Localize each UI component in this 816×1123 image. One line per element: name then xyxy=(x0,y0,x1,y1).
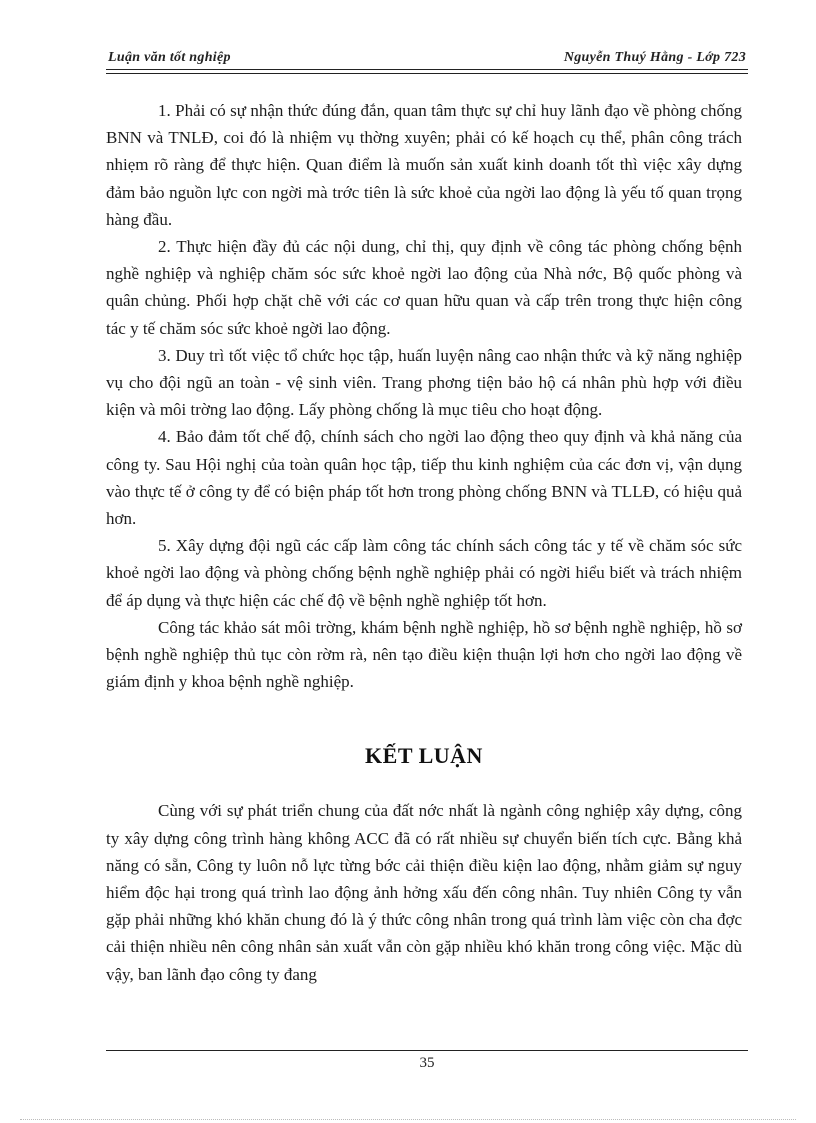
paragraph-item-1: 1. Phải có sự nhận thức đúng đắn, quan tâm thực sự chỉ huy lãnh đạo về phòng chống BNN và TNLĐ, coi đó là nhiệm vụ thờng xuyên; phải có kế hoạch cụ thể, phân công trách nhiẹm rõ ràng để thực hiện. Quan điểm là muốn sản xuất kinh doanh tốt thì việc xây dựng đảm bảo nguồn lực con ngời mà trớc tiên là sức khoẻ của ngời lao động là yếu tố quan trọng hàng đầu. xyxy=(106,101,742,229)
section-heading-conclusion: KẾT LUẬN xyxy=(365,743,483,769)
header-author-class: Nguyễn Thuý Hằng - Lớp 723 xyxy=(563,50,746,65)
paragraph-conclusion: Cùng với sự phát triển chung của đất nớc nhất là ngành công nghiệp xây dựng, công ty xây dựng công trình hàng không ACC đã có rất nhiều sự chuyển biến tích cực. Bằng khả năng có sẵn, Công ty luôn nỗ lực từng bớc cải thiện điều kiện lao động, nhằm giảm sự nguy hiểm độc hại trong quá trình lao động ảnh hởng xấu đến công nhân. Tuy nhiên Công ty vẫn gặp phải những khó khăn chung đó là ý thức công nhân trong quá trình làm việc còn cha đợc cải thiện nhiều nên công nhân sản xuất vẫn còn gặp nhiều khó khăn trong công việc. Mặc dù vậy, ban lãnh đạo công ty đang xyxy=(106,801,742,984)
page-edge-divider xyxy=(20,1119,796,1120)
page-number: 35 xyxy=(419,1055,435,1071)
header-rule xyxy=(106,69,748,70)
paragraph-survey-note: Công tác khảo sát môi trờng, khám bệnh nghề nghiệp, hồ sơ bệnh nghề nghiệp, hồ sơ bệnh nghề nghiệp thủ tục còn rờm rà, nên tạo điều kiện thuận lợi hơn cho ngời lao động về giám định y khoa bệnh nghề nghiệp. xyxy=(106,617,742,692)
running-header xyxy=(106,50,748,72)
page-footer xyxy=(106,1050,748,1080)
paragraph-item-4: 4. Bảo đảm tốt chế độ, chính sách cho ngời lao động theo quy định và khả năng của công ty. Sau Hội nghị của toàn quân học tập, tiếp thu kinh nghiệm của các đơn vị, vận dụng vào thực tế ở công ty để có biện pháp tốt hơn trong phòng chống BNN và TLLĐ, có hiệu quả hơn. xyxy=(106,427,742,529)
header-thesis-title: Luận văn tốt nghiệp xyxy=(108,50,231,65)
page-body xyxy=(106,97,742,988)
paragraph-item-5: 5. Xây dựng đội ngũ các cấp làm công tác chính sách công tác y tế về chăm sóc sức khoẻ ngời lao động và phòng chống bệnh nghề nghiệp phải có ngời hiểu biết và trách nhiệm để áp dụng và thực hiện các chế độ về bệnh nghề nghiệp tốt hơn. xyxy=(106,536,742,610)
paragraph-item-3: 3. Duy trì tốt việc tổ chức học tập, huấn luyện nâng cao nhận thức và kỹ năng nghiệp vụ cho đội ngũ an toàn - vệ sinh viên. Trang phơng tiện bảo hộ cá nhân phù hợp với điều kiện và môi trờng lao động. Lấy phòng chống là mục tiêu cho hoạt động. xyxy=(106,345,742,420)
header-rule-secondary xyxy=(106,73,748,74)
footer-rule xyxy=(106,1050,748,1051)
paragraph-item-2: 2. Thực hiện đầy đủ các nội dung, chỉ thị, quy định về công tác phòng chống bệnh nghề nghiệp và nghiệp chăm sóc sức khoẻ ngời lao động của Nhà nớc, Bộ quốc phòng và quân chủng. Phối hợp chặt chẽ với các cơ quan hữu quan và cấp trên trong thực hiện công tác y tế chăm sóc sức khoẻ ngời lao động. xyxy=(106,237,742,338)
